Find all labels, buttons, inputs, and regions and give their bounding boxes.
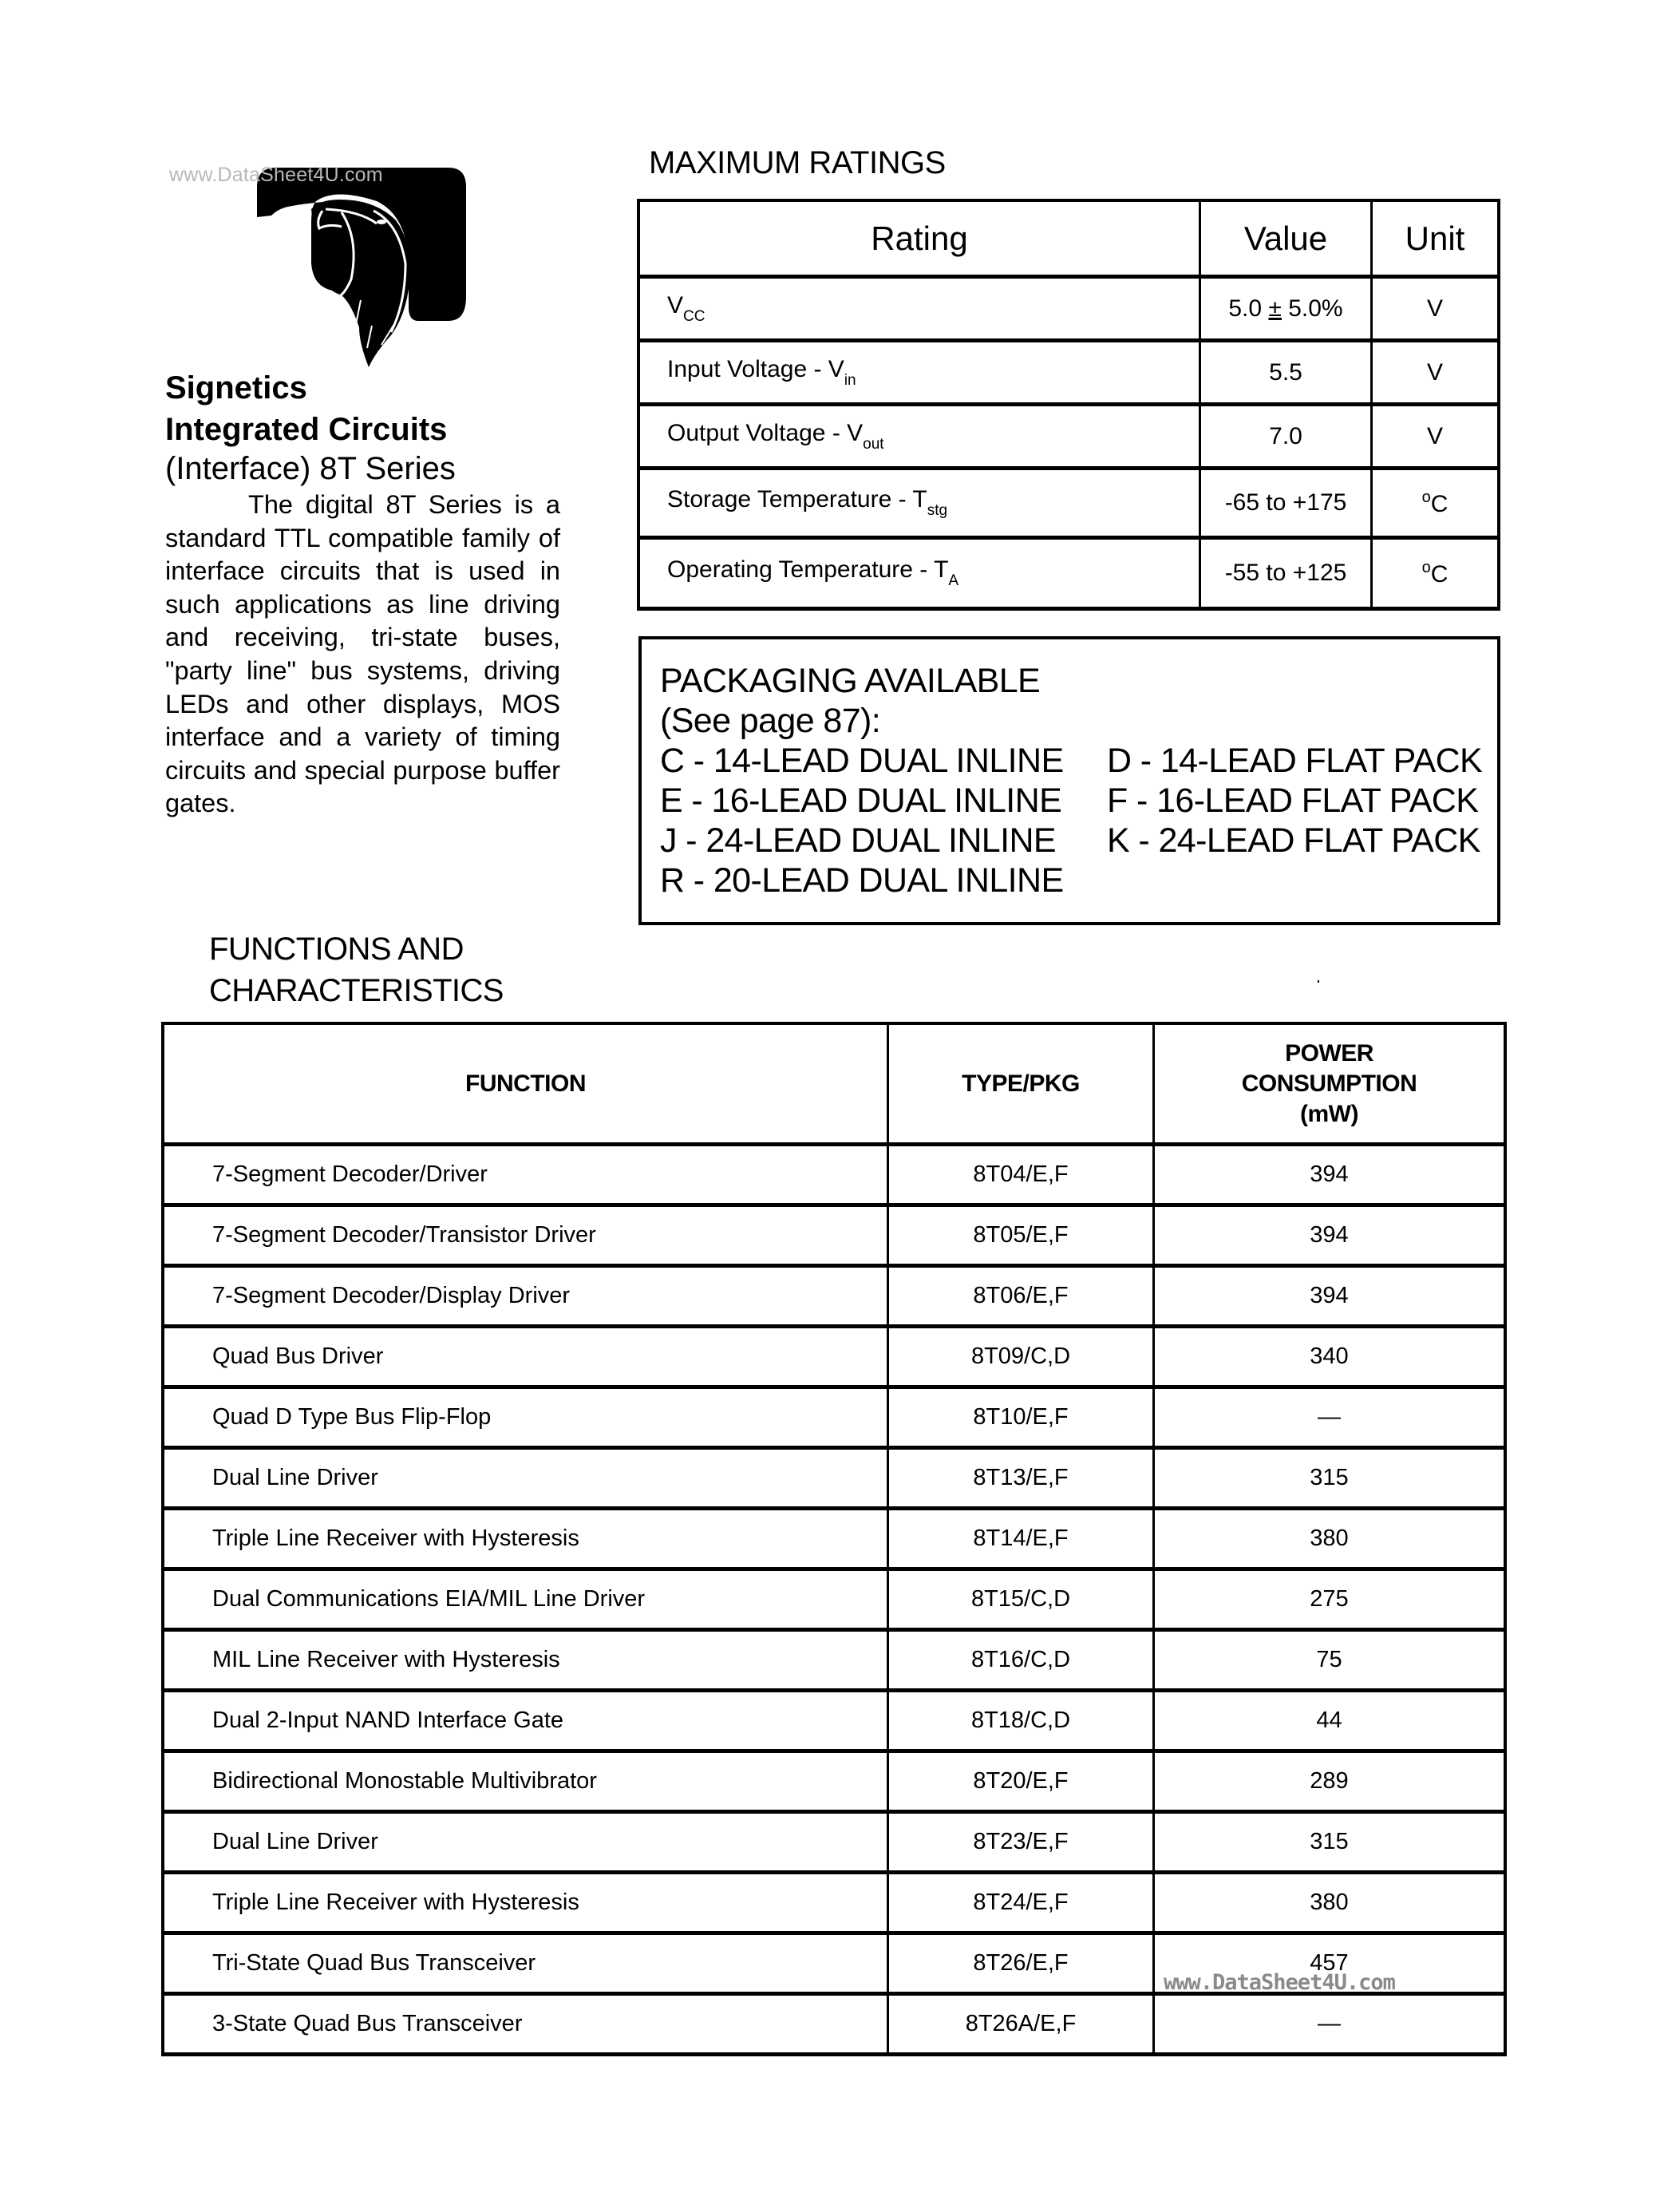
type-cell: 8T16/C,D	[888, 1630, 1154, 1691]
packaging-option: E - 16-LEAD DUAL INLINE	[660, 782, 1062, 820]
plus-minus-sign: ±	[1268, 295, 1282, 322]
power-cell: 457	[1154, 1933, 1506, 1994]
type-cell: 8T04/E,F	[888, 1145, 1154, 1205]
power-cell: —	[1154, 1387, 1506, 1448]
type-cell: 8T13/E,F	[888, 1448, 1154, 1509]
power-header-line-2: CONSUMPTION	[1241, 1070, 1417, 1097]
table-row	[638, 469, 1499, 538]
value-cell	[1200, 277, 1372, 341]
unit-cell: V	[1372, 341, 1500, 405]
rating-label: V	[667, 291, 684, 319]
functions-table	[161, 1022, 1507, 2056]
unit-text: C	[1430, 490, 1449, 517]
table-row	[163, 1327, 1505, 1387]
packaging-option: K - 24-LEAD FLAT PACK	[1107, 821, 1480, 860]
rating-label: Output Voltage - V	[667, 419, 864, 446]
table-row	[163, 1205, 1505, 1266]
function-cell: 7-Segment Decoder/Display Driver	[163, 1266, 888, 1327]
unit-cell: V	[1372, 405, 1500, 469]
power-cell: 275	[1154, 1569, 1506, 1630]
power-cell: 75	[1154, 1630, 1506, 1691]
rating-subscript: out	[863, 435, 884, 453]
power-header-line-1: POWER	[1285, 1039, 1373, 1066]
rating-subscript: A	[948, 572, 959, 589]
function-cell: Bidirectional Monostable Multivibrator	[163, 1751, 888, 1812]
maximum-ratings-table	[637, 199, 1500, 611]
power-cell: 315	[1154, 1812, 1506, 1873]
type-cell: 8T20/E,F	[888, 1751, 1154, 1812]
rating-label: Operating Temperature - T	[667, 556, 949, 583]
table-row	[163, 1994, 1505, 2055]
type-cell: 8T06/E,F	[888, 1266, 1154, 1327]
function-cell: Dual Communications EIA/MIL Line Driver	[163, 1569, 888, 1630]
rating-cell	[638, 341, 1200, 405]
value-text: 5.0	[1228, 295, 1269, 322]
power-cell: 289	[1154, 1751, 1506, 1812]
unit-cell	[1372, 538, 1500, 609]
type-cell: 8T14/E,F	[888, 1509, 1154, 1569]
type-cell: 8T26/E,F	[888, 1933, 1154, 1994]
table-row	[163, 1448, 1505, 1509]
packaging-option: R - 20-LEAD DUAL INLINE	[660, 861, 1064, 900]
column-header-rating: Rating	[638, 200, 1200, 277]
table-row	[163, 1630, 1505, 1691]
type-cell: 8T24/E,F	[888, 1873, 1154, 1933]
function-cell: Quad Bus Driver	[163, 1327, 888, 1387]
functions-heading	[209, 928, 504, 1011]
unit-cell	[1372, 469, 1500, 538]
power-cell: 394	[1154, 1205, 1506, 1266]
rating-cell	[638, 277, 1200, 341]
packaging-content	[660, 661, 1482, 900]
packaging-row	[660, 861, 1482, 900]
rating-subscript: stg	[927, 502, 948, 519]
functions-heading-line-1: FUNCTIONS AND	[209, 932, 464, 967]
table-row	[163, 1145, 1505, 1205]
rating-label: Input Voltage - V	[667, 355, 844, 382]
brand-line-1: Signetics	[165, 370, 307, 406]
rating-label: Storage Temperature - T	[667, 486, 927, 512]
value-text: 5.0%	[1281, 295, 1343, 322]
power-header-line-3: (mW)	[1300, 1100, 1358, 1127]
table-row	[163, 1691, 1505, 1751]
table-row	[638, 405, 1499, 469]
table-row	[163, 1751, 1505, 1812]
table-row	[163, 1569, 1505, 1630]
unit-cell: V	[1372, 277, 1500, 341]
unit-text: C	[1430, 560, 1449, 588]
type-cell: 8T09/C,D	[888, 1327, 1154, 1387]
table-header-row	[163, 1023, 1505, 1145]
table-row	[163, 1812, 1505, 1873]
packaging-row	[660, 821, 1482, 861]
function-cell: 7-Segment Decoder/Transistor Driver	[163, 1205, 888, 1266]
watermark-top: www.DataSheet4U.com	[169, 164, 383, 186]
power-cell: 380	[1154, 1873, 1506, 1933]
power-cell: 315	[1154, 1448, 1506, 1509]
rating-subscript: in	[844, 371, 856, 389]
packaging-option: J - 24-LEAD DUAL INLINE	[660, 821, 1056, 860]
packaging-row	[660, 781, 1482, 821]
packaging-option: F - 16-LEAD FLAT PACK	[1107, 782, 1479, 820]
type-cell: 8T26A/E,F	[888, 1994, 1154, 2055]
rating-subscript: CC	[683, 307, 706, 325]
table-row	[163, 1387, 1505, 1448]
packaging-box	[638, 636, 1500, 925]
column-header-power	[1154, 1023, 1506, 1145]
table-row	[163, 1266, 1505, 1327]
type-cell: 8T23/E,F	[888, 1812, 1154, 1873]
series-title: (Interface) 8T Series	[165, 451, 456, 486]
type-cell: 8T15/C,D	[888, 1569, 1154, 1630]
packaging-subtitle: (See page 87):	[660, 702, 881, 740]
function-cell: MIL Line Receiver with Hysteresis	[163, 1630, 888, 1691]
function-cell: Triple Line Receiver with Hysteresis	[163, 1509, 888, 1569]
watermark-bottom: www.DataSheet4U.com	[1164, 1970, 1395, 1995]
value-cell: 5.5	[1200, 341, 1372, 405]
power-cell: 44	[1154, 1691, 1506, 1751]
packaging-option: C - 14-LEAD DUAL INLINE	[660, 742, 1064, 780]
intro-paragraph: The digital 8T Series is a standard TTL compatible family of interface circuits that is used in such applications as line driving and receiving, tri-state buses, "party line" bus systems, driving LEDs and other displays, MOS interface and a variety of timing circuits and special purpose buffer gates.	[165, 490, 560, 818]
column-header-value: Value	[1200, 200, 1372, 277]
brand-line-2: Integrated Circuits	[165, 412, 448, 447]
power-cell: —	[1154, 1994, 1506, 2055]
table-row	[638, 341, 1499, 405]
table-row	[638, 277, 1499, 341]
degree-sign: o	[1421, 558, 1431, 576]
value-cell: 7.0	[1200, 405, 1372, 469]
packaging-option: D - 14-LEAD FLAT PACK	[1107, 742, 1483, 780]
type-cell: 8T05/E,F	[888, 1205, 1154, 1266]
scan-artifact	[1318, 980, 1319, 983]
functions-heading-line-2: CHARACTERISTICS	[209, 973, 504, 1008]
degree-sign: o	[1421, 488, 1431, 506]
function-cell: Quad D Type Bus Flip-Flop	[163, 1387, 888, 1448]
table-row	[163, 1873, 1505, 1933]
column-header-unit: Unit	[1372, 200, 1500, 277]
table-row	[638, 538, 1499, 609]
table-row	[163, 1509, 1505, 1569]
type-cell: 8T10/E,F	[888, 1387, 1154, 1448]
column-header-function: FUNCTION	[163, 1023, 888, 1145]
maximum-ratings-heading: MAXIMUM RATINGS	[649, 145, 946, 180]
power-cell: 340	[1154, 1327, 1506, 1387]
rating-cell	[638, 538, 1200, 609]
value-cell: -65 to +175	[1200, 469, 1372, 538]
function-cell: Dual Line Driver	[163, 1448, 888, 1509]
rating-cell	[638, 469, 1200, 538]
rating-cell	[638, 405, 1200, 469]
function-cell: Dual Line Driver	[163, 1812, 888, 1873]
power-cell: 394	[1154, 1266, 1506, 1327]
brand-title	[165, 367, 447, 450]
table-header-row	[638, 200, 1499, 277]
function-cell: 3-State Quad Bus Transceiver	[163, 1994, 888, 2055]
power-cell: 394	[1154, 1145, 1506, 1205]
value-cell: -55 to +125	[1200, 538, 1372, 609]
column-header-type: TYPE/PKG	[888, 1023, 1154, 1145]
function-cell: Tri-State Quad Bus Transceiver	[163, 1933, 888, 1994]
packaging-row	[660, 741, 1482, 781]
function-cell: Triple Line Receiver with Hysteresis	[163, 1873, 888, 1933]
functions-table-body	[163, 1145, 1505, 2055]
type-cell: 8T18/C,D	[888, 1691, 1154, 1751]
packaging-title: PACKAGING AVAILABLE	[660, 662, 1041, 700]
function-cell: Dual 2-Input NAND Interface Gate	[163, 1691, 888, 1751]
power-cell: 380	[1154, 1509, 1506, 1569]
function-cell: 7-Segment Decoder/Driver	[163, 1145, 888, 1205]
